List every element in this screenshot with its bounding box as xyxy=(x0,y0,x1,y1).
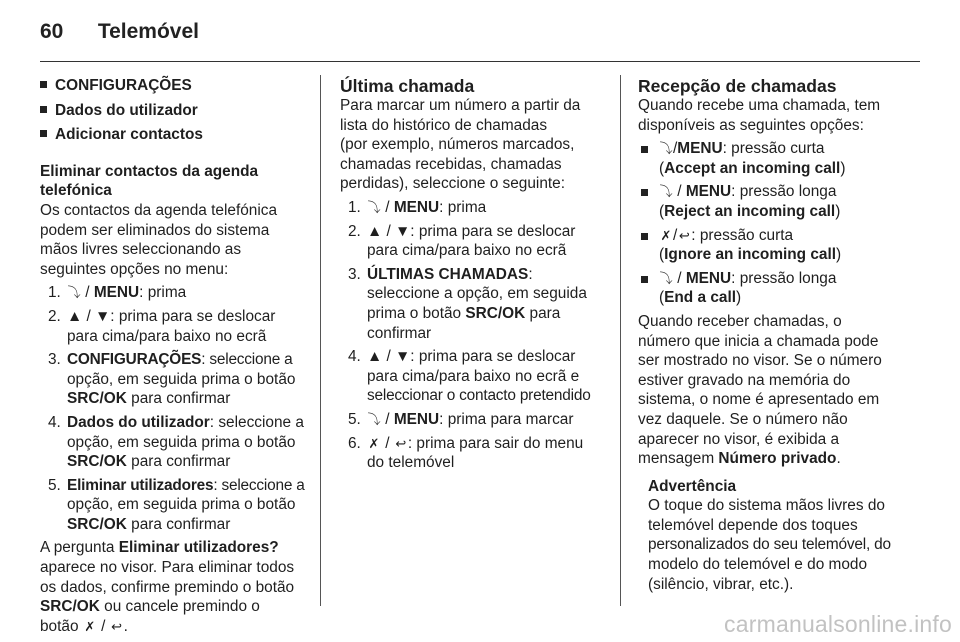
step-item: 5. Eliminar utilizadores: seleccione a opção, em seguida prima o botão SRC/OK para confirmar xyxy=(48,476,305,533)
note-title: Advertência xyxy=(648,477,737,495)
steps-list xyxy=(40,283,312,534)
page-title: Telemóvel xyxy=(97,20,199,43)
bullet-square xyxy=(641,146,648,153)
step-item: 4. ▲ / ▼: prima para se deslocar para cima/para baixo no ecrã e seleccionar o contacto pretendido xyxy=(348,348,591,405)
back-icon: ↩ xyxy=(678,227,690,243)
intro-paragraph: Os contactos da agenda telefónica podem ser eliminados do sistema mãos livres seleccionando as seguintes opções no menu: xyxy=(40,201,278,278)
back-icon: ↩ xyxy=(395,435,407,451)
step-item: 3. CONFIGURAÇÕES: seleccione a opção, em seguida prima o botão SRC/OK para confirmar xyxy=(48,351,296,408)
menu-path-item: Dados do utilizador xyxy=(55,101,198,119)
page-number: 60 xyxy=(40,20,64,43)
steps-list xyxy=(340,198,612,473)
mute-icon: ✗ xyxy=(368,435,380,451)
bullet-square xyxy=(40,81,47,88)
outro-paragraph: A pergunta Eliminar utilizadores? aparece no visor. Para eliminar todos os dados, confirme premindo o botão SRC/OK ou cancele premindo o botão ✗ / ↩ . xyxy=(40,539,295,635)
options-list xyxy=(638,139,920,308)
mute-icon: ✗ xyxy=(660,227,672,243)
column-2 xyxy=(340,76,612,477)
option-item: ⤵ / MENU: pressão longa (Reject an incoming call) xyxy=(638,182,920,221)
bullet-square xyxy=(641,233,648,240)
watermark: carmanualsonline.info xyxy=(724,611,952,637)
phone-icon: ⤵ xyxy=(367,199,381,215)
phone-icon: ⤵ xyxy=(67,285,81,301)
step-item: 2. ▲ / ▼: prima para se deslocar para cima/para baixo no ecrã xyxy=(348,222,576,260)
phone-icon: ⤵ xyxy=(367,411,381,427)
option-item: ⤵/MENU: pressão curta (Accept an incoming call) xyxy=(638,139,920,178)
step-item: 1. ⤵ / MENU: prima xyxy=(348,198,487,216)
intro-paragraph: Para marcar um número a partir da lista do histórico de chamadas (por exemplo, números marcados, chamadas recebidas, chamadas perdidas), seleccione o seguinte: xyxy=(340,97,581,193)
option-item: ⤵ / MENU: pressão longa (End a call) xyxy=(638,269,920,308)
intro-paragraph: Quando recebe uma chamada, tem disponíveis as seguintes opções: xyxy=(638,97,881,134)
menu-path-list xyxy=(40,76,312,145)
phone-icon: ⤵ xyxy=(659,184,673,200)
column-1 xyxy=(40,76,312,636)
bullet-square xyxy=(641,189,648,196)
column-divider-2 xyxy=(620,75,621,606)
note-block: Advertência O toque do sistema mãos livres do telemóvel depende dos toques personalizados do seu telemóvel, do modelo do telemóvel e do modo (silêncio, vibrar, etc.). xyxy=(638,477,920,595)
menu-path-item: CONFIGURAÇÕES xyxy=(55,77,192,94)
step-item: 3. ÚLTIMAS CHAMADAS: seleccione a opção, em seguida prima o botão SRC/OK para confirmar xyxy=(348,265,587,342)
phone-icon: ⤵ xyxy=(659,270,673,286)
bullet-square xyxy=(40,106,47,113)
header-rule xyxy=(40,61,920,62)
bullet-square xyxy=(641,276,648,283)
bullet-square xyxy=(40,130,47,137)
section-heading: Recepção de chamadas xyxy=(638,76,837,96)
column-divider-1 xyxy=(320,75,321,606)
section-heading: Última chamada xyxy=(340,76,475,96)
step-item: 6. ✗ / ↩ : prima para sair do menu do telemóvel xyxy=(348,434,584,472)
menu-path-item: Adicionar contactos xyxy=(55,126,203,144)
back-icon: ↩ xyxy=(111,618,123,634)
step-item: 5. ⤵ / MENU: prima para marcar xyxy=(348,410,574,428)
page-header xyxy=(40,20,199,44)
phone-icon: ⤵ xyxy=(659,141,673,157)
option-item: ✗ / ↩ : pressão curta (Ignore an incoming call) xyxy=(638,226,920,265)
step-item: 2. ▲ / ▼: prima para se deslocar para cima/para baixo no ecrã xyxy=(48,307,276,345)
step-item: 1. ⤵ / MENU: prima xyxy=(48,284,187,302)
step-item: 4. Dados do utilizador: seleccione a opção, em seguida prima o botão SRC/OK para confirmar xyxy=(48,413,304,471)
mute-icon: ✗ xyxy=(84,618,96,634)
body-paragraph: Quando receber chamadas, o número que inicia a chamada pode ser mostrado no visor. Se o número estiver gravado na memória do sistema, o nome é apresentado em vez daquele. Se o número não aparecer no visor, é exibida a mensagem Número privado. xyxy=(638,312,882,468)
column-3 xyxy=(638,76,920,594)
section-heading: Eliminar contactos da agenda telefónica xyxy=(40,162,259,200)
